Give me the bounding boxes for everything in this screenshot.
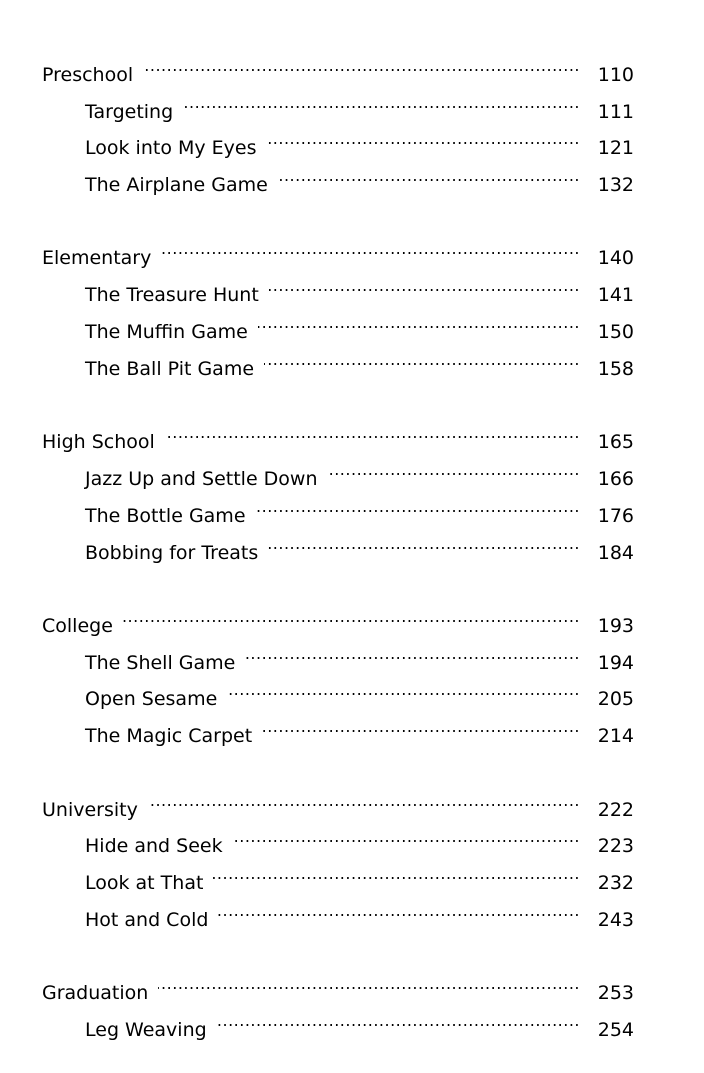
dot-leader	[165, 411, 580, 448]
dot-leader	[213, 852, 580, 889]
chapter-title: Preschool	[42, 63, 134, 86]
page-number: 254	[597, 1019, 634, 1042]
page-number: 158	[597, 357, 634, 380]
page-number: 110	[597, 63, 634, 86]
entry-title: The Bottle Game	[85, 504, 246, 527]
page-number: 141	[597, 284, 634, 307]
dot-leader	[258, 301, 580, 338]
dot-leader	[245, 632, 580, 669]
entry-title: The Treasure Hunt	[85, 284, 259, 307]
toc-chapter-entry[interactable]	[42, 411, 634, 454]
dot-leader	[264, 338, 580, 375]
toc-entry[interactable]	[42, 632, 634, 674]
toc-section-preschool	[42, 44, 634, 197]
page-number: 253	[597, 982, 634, 1005]
entry-title: The Ball Pit Game	[85, 357, 255, 380]
toc-chapter-entry[interactable]	[42, 44, 634, 86]
entry-title: Bobbing for Treats	[85, 541, 259, 564]
dot-leader	[217, 999, 580, 1036]
page-number: 176	[597, 504, 634, 527]
page-number: 150	[597, 321, 634, 344]
page-number: 232	[597, 872, 634, 895]
dot-leader	[227, 669, 580, 706]
entry-title: Look into My Eyes	[85, 137, 257, 160]
chapter-title: University	[42, 798, 138, 821]
page-number: 223	[597, 835, 634, 858]
page-number: 243	[597, 908, 634, 931]
dot-leader	[233, 816, 580, 853]
toc-section-high-school	[42, 411, 634, 564]
page-number: 222	[597, 798, 634, 821]
dot-leader	[262, 705, 580, 742]
entry-title: Leg Weaving	[85, 1019, 207, 1042]
dot-leader	[269, 264, 580, 301]
entry-title: The Muffin Game	[85, 321, 248, 344]
dot-leader	[256, 485, 580, 522]
dot-leader	[158, 962, 580, 999]
table-of-contents	[42, 44, 634, 1073]
toc-section-graduation	[42, 962, 634, 1042]
dot-leader	[267, 118, 581, 155]
page-number: 184	[597, 541, 634, 564]
page-number: 121	[597, 137, 634, 160]
page-number: 214	[597, 725, 634, 748]
dot-leader	[328, 448, 580, 485]
dot-leader	[278, 154, 580, 191]
entry-title: Open Sesame	[85, 688, 218, 711]
entry-title: The Airplane Game	[85, 174, 268, 197]
dot-leader	[268, 522, 580, 559]
toc-section-university	[42, 779, 634, 931]
dot-leader	[183, 81, 580, 118]
dot-leader	[143, 44, 580, 81]
toc-chapter-entry[interactable]	[42, 595, 634, 637]
page-number: 132	[597, 174, 634, 197]
entry-title: The Magic Carpet	[85, 725, 253, 748]
page-number: 194	[597, 651, 634, 674]
dot-leader	[161, 228, 580, 265]
chapter-title: High School	[42, 431, 155, 454]
page-number: 166	[597, 467, 634, 490]
dot-leader	[148, 779, 580, 816]
toc-section-college	[42, 595, 634, 748]
page-number: 193	[597, 614, 634, 637]
dot-leader	[123, 595, 580, 632]
entry-title: Hide and Seek	[85, 835, 223, 858]
dot-leader	[218, 889, 580, 926]
page-number: 111	[597, 100, 634, 123]
page-number: 140	[597, 247, 634, 270]
entry-title: Jazz Up and Settle Down	[85, 467, 318, 490]
chapter-title: College	[42, 614, 113, 637]
page-number: 205	[597, 688, 634, 711]
toc-chapter-entry[interactable]	[42, 962, 634, 1005]
entry-title: Hot and Cold	[85, 908, 209, 931]
toc-chapter-entry[interactable]	[42, 228, 634, 270]
entry-title: Targeting	[85, 100, 174, 123]
toc-chapter-entry[interactable]	[42, 779, 634, 821]
chapter-title: Graduation	[42, 982, 149, 1005]
entry-title: The Shell Game	[85, 651, 236, 674]
entry-title: Look at That	[85, 872, 204, 895]
chapter-title: Elementary	[42, 247, 152, 270]
page-number: 165	[597, 431, 634, 454]
toc-section-elementary	[42, 228, 634, 380]
